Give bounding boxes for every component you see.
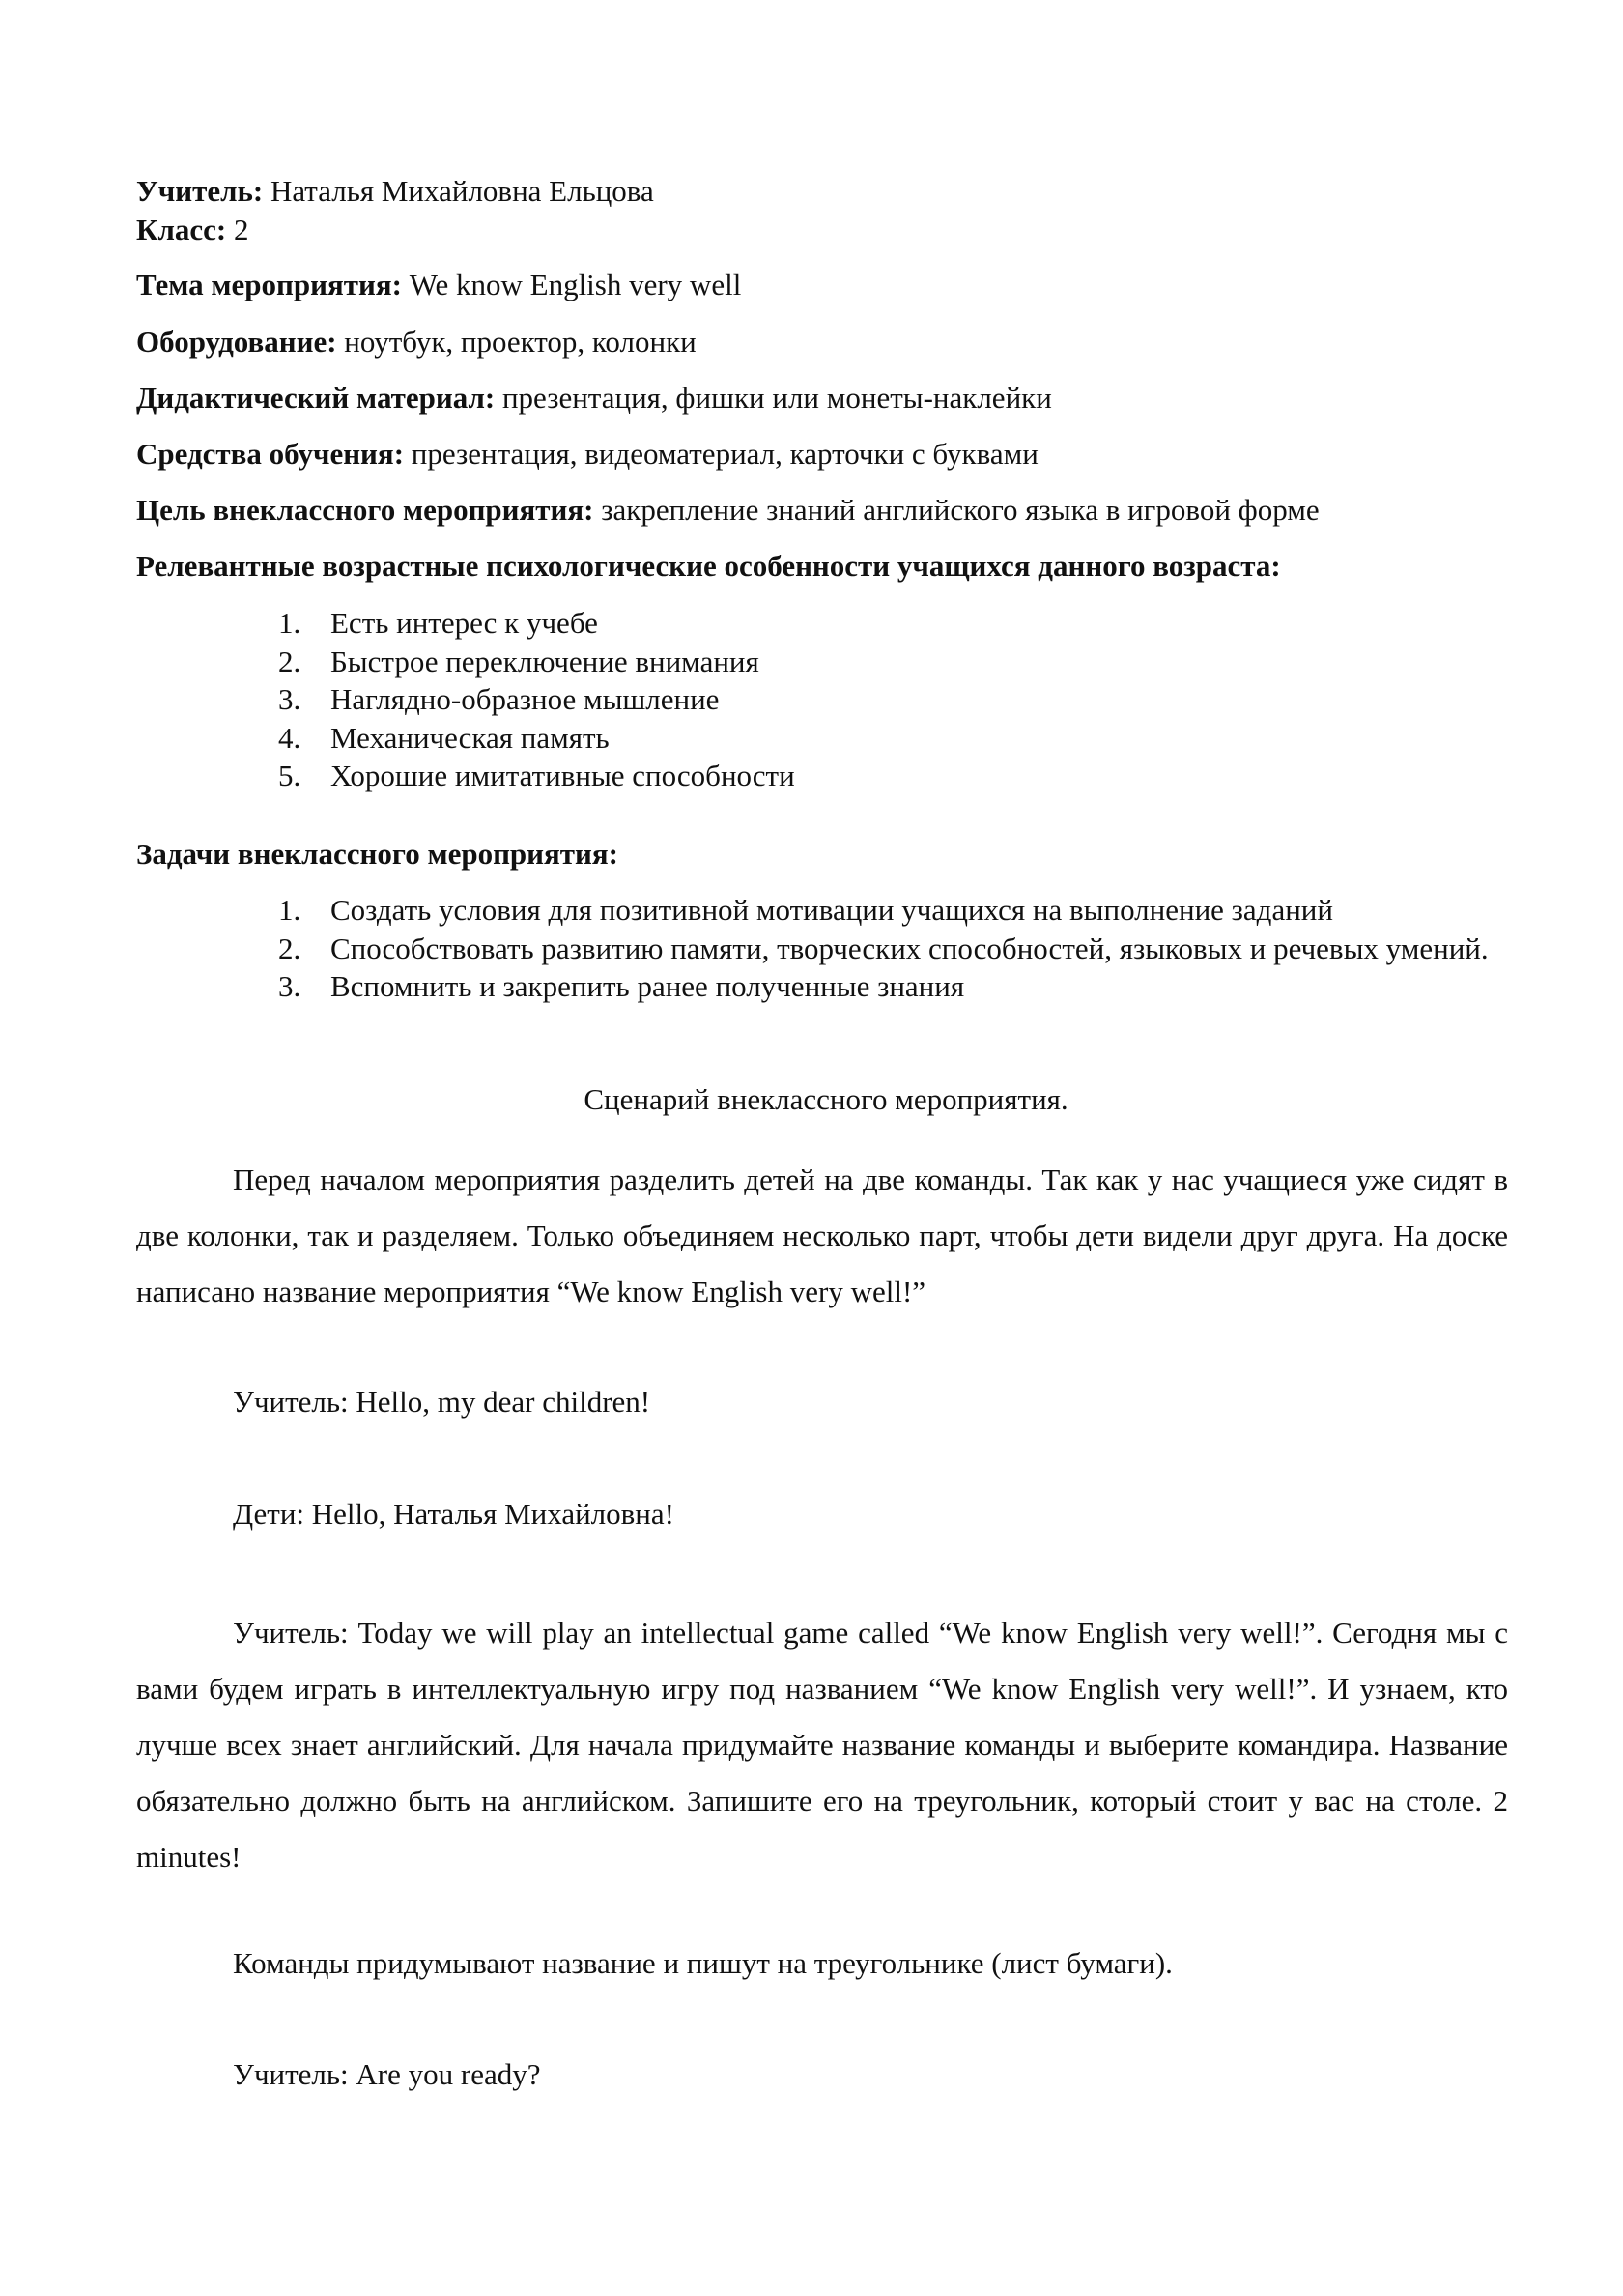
topic-line: [136, 266, 741, 304]
list-number: 3.: [278, 969, 301, 1003]
equipment-value: ноутбук, проектор, колонки: [344, 325, 697, 359]
features-list: [278, 604, 795, 795]
list-item: [278, 967, 1528, 1006]
teacher-value: Наталья Михайловна Ельцова: [270, 174, 654, 208]
list-text: Есть интерес к учебе: [330, 606, 598, 640]
class-line: [136, 211, 248, 249]
tasks-list: [278, 891, 1528, 1006]
teacher-line: [136, 172, 654, 211]
list-text: Способствовать развитию памяти, творческих способностей, языковых и речевых умений.: [330, 931, 1489, 965]
list-number: 2.: [278, 931, 301, 965]
list-number: 5.: [278, 759, 301, 792]
dialogue-line: Учитель: Are you ready?: [233, 2057, 541, 2091]
means-line: [136, 435, 1039, 474]
list-number: 1.: [278, 606, 301, 640]
list-item: [278, 643, 795, 681]
list-item: [278, 719, 795, 758]
scenario-title: Сценарий внеклассного мероприятия.: [584, 1082, 1068, 1116]
list-number: 2.: [278, 644, 301, 678]
dialogue-line: Дети: Hello, Наталья Михайловна!: [233, 1497, 674, 1531]
goal-label: Цель внеклассного мероприятия:: [136, 493, 594, 527]
topic-label: Тема мероприятия:: [136, 268, 402, 301]
list-item: [278, 891, 1528, 930]
didactic-label: Дидактический материал:: [136, 381, 496, 415]
topic-value: We know English very well: [409, 268, 742, 301]
list-text: Создать условия для позитивной мотивации учащихся на выполнение заданий: [330, 893, 1333, 927]
tasks-heading: Задачи внеклассного мероприятия:: [136, 837, 618, 871]
list-text: Наглядно-образное мышление: [330, 682, 720, 716]
list-item: [278, 930, 1528, 968]
list-text: Хорошие имитативные способности: [330, 759, 795, 792]
teacher-label: Учитель:: [136, 174, 264, 208]
didactic-value: презентация, фишки или монеты-наклейки: [501, 381, 1052, 415]
intro-paragraph: Перед началом мероприятия разделить детей на две команды. Так как у нас учащиеся уже сидят в две колонки, так и разделяем. Только объединяем несколько парт, чтобы дети видели друг друга. На доске написано название мероприятия “We know English very well!”: [136, 1162, 1508, 1308]
features-heading: Релевантные возрастные психологические особенности учащихся данного возраста:: [136, 549, 1281, 583]
dialogue-paragraph: Учитель: Today we will play an intellectual game called “We know English very well!”. Сегодня мы с вами будем играть в интеллектуальную игру под названием “We know English very well!”. И узнаем, кто лучше всех знает английский. Для начала придумайте название команды и выберите командира. Название обязательно должно быть на английском. Запишите его на треугольник, который стоит у вас на столе. 2 minutes!: [136, 1616, 1508, 1874]
list-item: [278, 680, 795, 719]
list-number: 3.: [278, 682, 301, 716]
list-number: 4.: [278, 720, 301, 755]
dialogue-line: Учитель: Hello, my dear children!: [233, 1385, 651, 1419]
means-label: Средства обучения:: [136, 437, 405, 471]
goal-line: [136, 491, 1320, 530]
equipment-label: Оборудование:: [136, 325, 337, 359]
list-number: 1.: [278, 893, 301, 927]
list-text: Механическая память: [330, 720, 610, 755]
goal-value: закрепление знаний английского языка в игровой форме: [601, 493, 1320, 527]
list-item: [278, 757, 795, 795]
equipment-line: [136, 323, 697, 361]
list-text: Быстрое переключение внимания: [330, 644, 759, 678]
dialogue-line: Команды придумывают название и пишут на треугольнике (лист бумаги).: [233, 1946, 1173, 1980]
didactic-line: [136, 379, 1052, 417]
means-value: презентация, видеоматериал, карточки с буквами: [411, 437, 1039, 471]
list-text: Вспомнить и закрепить ранее полученные знания: [330, 969, 965, 1003]
class-value: 2: [233, 213, 249, 246]
class-label: Класс:: [136, 213, 227, 246]
list-item: [278, 604, 795, 643]
